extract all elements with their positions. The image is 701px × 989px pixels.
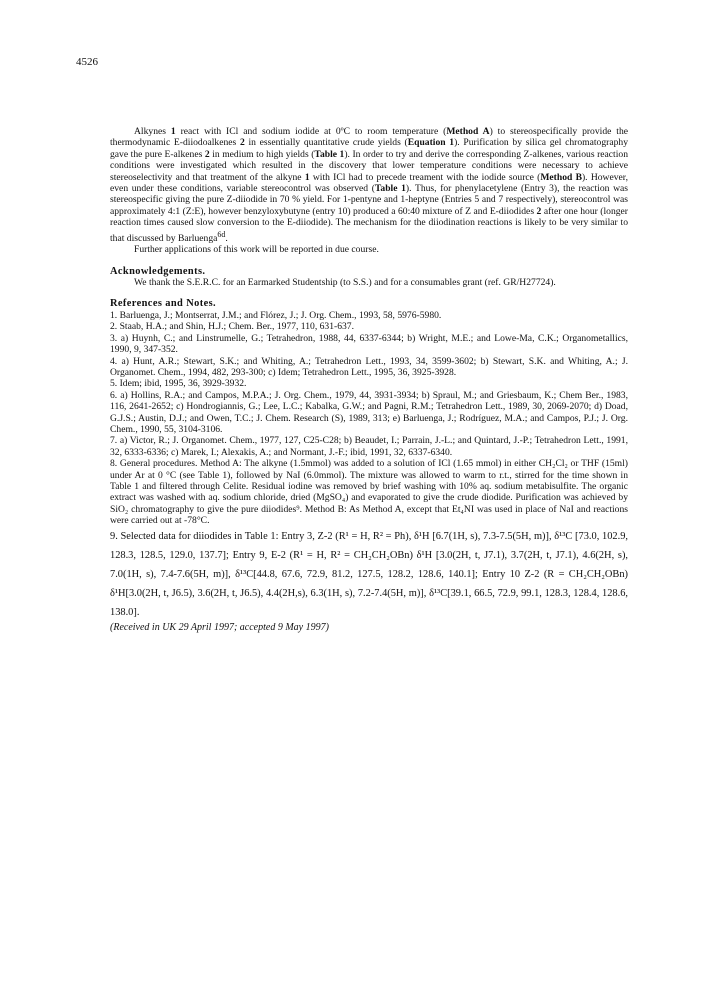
reference-item: 2. Staab, H.A.; and Shin, H.J.; Chem. Ber., 1977, 110, 631-637.: [110, 321, 355, 333]
reference-item: 8. General procedures. Method A: The alkyne (1.5mmol) was added to a solution of ICl (1.65 mmol) in either CH₂Cl₂ or THF (15ml) under Ar at 0 °C (see Table 1), followed by NaI (6.0mmol). The mixture was allowed to warm to r.t., stirred for the time shown in Table 1 and filtered through Celite. Residual iodine was removed by brief washing with 10% aq. sodium metabisulfite. The organic extract was washed with aq. sodium chloride, dried (MgSO₄) and evaporated to give the crude diodide. Purification was achieved by SiO₂ chromatography to give the pure diiodides⁹. Method B: As Method A, except that Et₄NI was used in place of NaI and reactions were carried out at -78°C.: [110, 458, 628, 527]
reference-item: 1. Barluenga, J.; Montserrat, J.M.; and Flórez, J.; J. Org. Chem., 1993, 58, 5976-5980.: [110, 309, 442, 321]
acknowledgements-heading: Acknowledgements.: [110, 265, 206, 277]
article-content: [110, 126, 628, 633]
reference-item: 6. a) Hollins, R.A.; and Campos, M.P.A.; J. Org. Chem., 1979, 44, 3931-3934; b) Spraul, M.; and Griesbaum, K.; Chem Ber., 1983, 116, 2641-2652; c) Hondrogiannis, G.; Lee, L.C.; Kabalka, G.W.; and Pagni, R.M.; Tetrahedron Lett., 1989, 30, 2069-2070; d) Doad, G.J.S.; Austin, D.J.; and Owen, T.C.; J. Chem. Research (S), 1989, 313; e) Barluenga, J.; Rodríguez, M.A.; and Campos, P.J.; J. Org. Chem., 1990, 55, 3104-3106.: [110, 389, 628, 435]
reference-item: 3. a) Huynh, C.; and Linstrumelle, G.; Tetrahedron, 1988, 44, 6337-6344; b) Wright, M.E.; and Lowe-Ma, C.K.; Organometallics, 1990, 9, 347-352.: [110, 332, 628, 356]
received-accepted-note: (Received in UK 29 April 1997; accepted 9 May 1997): [110, 621, 329, 633]
reference-item: 5. Idem; ibid, 1995, 36, 3929-3932.: [110, 378, 247, 390]
body-paragraph-1: Alkynes 1 react with ICl and sodium iodide at 0ºC to room temperature (Method A) to stereospecifically provide the thermodynamic E-diiodoalkenes 2 in essentially quantitative crude yields (Equation 1). Purification by silica gel chromatography gave the pure E-alkenes 2 in medium to high yields (Table 1). In order to try and derive the corresponding Z-alkenes, various reaction conditions were investigated which resulted in the discovery that lower temperature conditions were necessary to achieve stereoselectivity and that treatment of the alkyne 1 with ICl had to precede treament with the iodide source (Method B). However, even under these conditions, variable stereocontrol was observed (Table 1). Thus, for phenylacetylene (Entry 3), the reaction was stereospecific giving the pure Z-diiodide in 70 % yield. For 1-pentyne and 1-heptyne (Entries 5 and 7 respectively), stereocontrol was approximately 4:1 (Z:E), however benzyloxybutyne (entry 10) produced a 60:40 mixture of Z and E-diiodides 2 after one hour (longer reaction times caused slow conversion to the E-diiodide). The mechanism for the diiodination reactions is likely to be very similar to that discussed by Barluenga$^{6d}$.: [110, 126, 629, 244]
acknowledgements-text: We thank the S.E.R.C. for an Earmarked Studentship (to S.S.) and for a consumables grant (ref. GR/H27724).: [134, 277, 556, 289]
references-heading: References and Notes.: [110, 298, 217, 310]
reference-item: 9. Selected data for diiodides in Table 1: Entry 3, Z-2 (R¹ = H, R² = Ph), δ¹H [6.7(1H, s), 7.3-7.5(5H, m)], δ¹³C [73.0, 102.9, 128.3, 128.5, 129.0, 137.7]; Entry 9, E-2 (R¹ = H, R² = CH₂CH₂OBn) δ¹H [3.0(2H, t, J7.1), 3.7(2H, t, J7.1), 4.6(2H, s), 7.0(1H, s), 7.4-7.6(5H, m)], δ¹³C[44.8, 67.6, 72.9, 81.2, 127.5, 128.2, 128.6, 140.1]; Entry 10 Z-2 (R = CH₂CH₂OBn) δ¹H[3.0(2H, t, J6.5), 3.6(2H, t, J6.5), 4.4(2H,s), 6.3(1H, s), 7.2-7.4(5H, m)], δ¹³C[39.1, 66.5, 72.9, 99.1, 128.3, 128.4, 128.6, 138.0].: [110, 530, 628, 618]
page-number: 4526: [76, 56, 98, 68]
reference-item: 4. a) Hunt, A.R.; Stewart, S.K.; and Whiting, A.; Tetrahedron Lett., 1993, 34, 3599-3602; b) Stewart, S.K. and Whiting, A.; J. Organomet. Chem., 1994, 482, 293-300; c) Idem; Tetrahedron Lett., 1995, 36, 3925-3928.: [110, 355, 628, 378]
body-paragraph-2: Further applications of this work will be reported in due course.: [134, 244, 379, 256]
reference-item: 7. a) Victor, R.; J. Organomet. Chem., 1977, 127, C25-C28; b) Beaudet, I.; Parrain, J.-L.; and Quintard, J.-P.; Tetrahedron Lett., 1991, 32, 6333-6336; c) Marek, I.; Alexakis, A.; and Normant, J.-F.; ibid, 1991, 32, 6337-6340.: [110, 435, 628, 458]
